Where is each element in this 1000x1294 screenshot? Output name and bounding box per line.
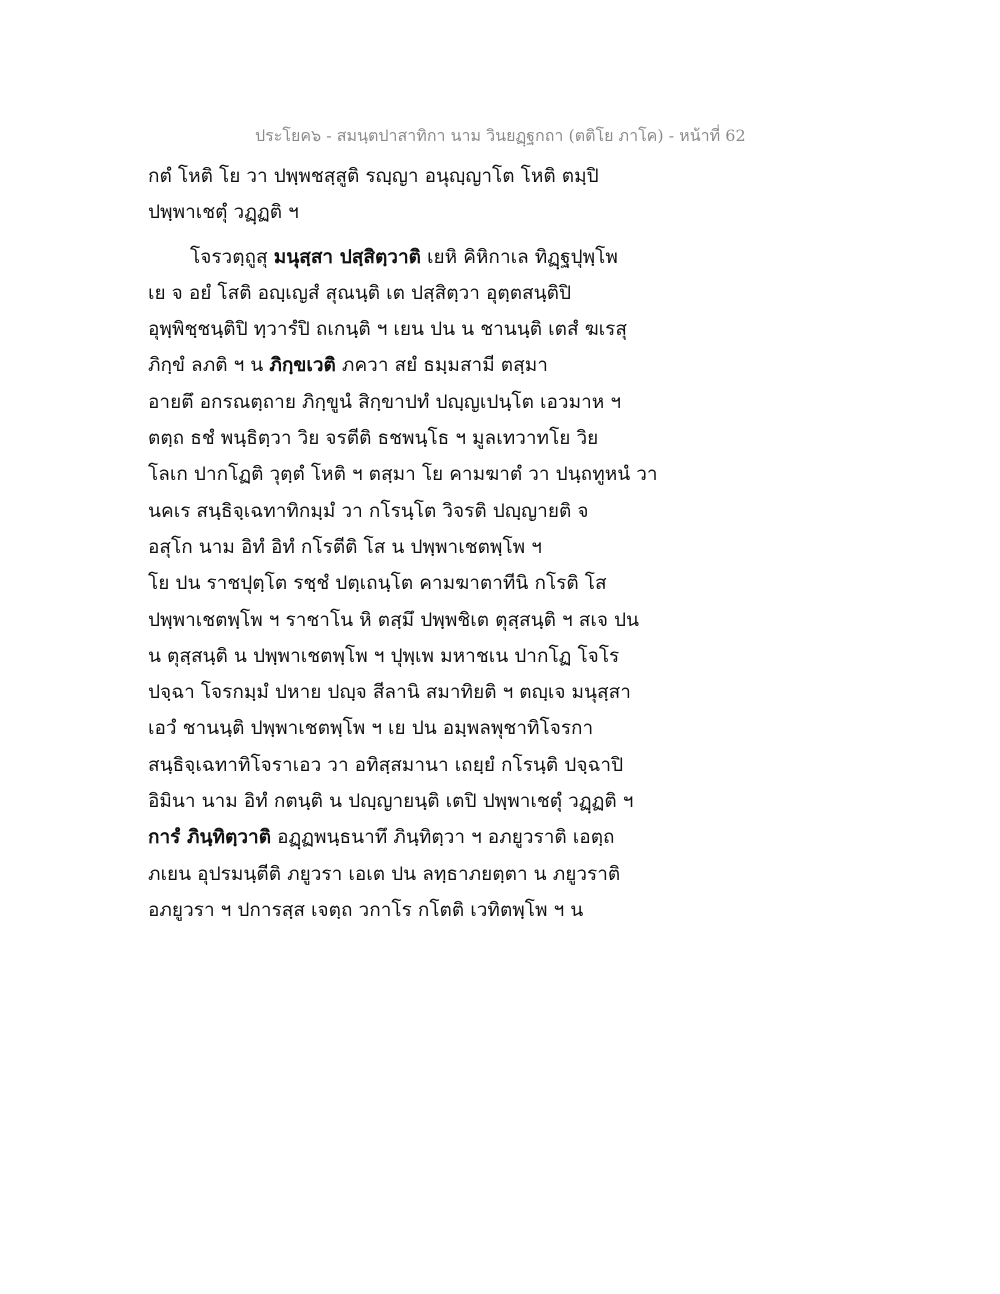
text-line	[148, 674, 658, 710]
text-run: ปพฺพาเชตุํ วฏฺฏติ ฯ	[148, 201, 299, 224]
text-line	[148, 239, 658, 275]
text-run: อภยูวรา ฯ ปการสฺส เจตฺถ วกาโร กโตติ เวทิตพฺโพ ฯ น	[148, 898, 584, 921]
text-line	[148, 710, 658, 746]
text-run: เอวํ ชานนฺติ ปพฺพาเชตพฺโพ ฯ เย ปน อมฺพลพุชาทิโจรกา	[148, 717, 594, 740]
bold-term: มนุสฺสา ปสฺสิตฺวาติ	[273, 245, 421, 268]
text-line	[148, 819, 658, 855]
text-line	[148, 275, 658, 311]
text-run: อุพฺพิชฺชนฺติปิ ทฺวารํปิ ถเกนฺติ ฯ เยน ปน น ชานนฺติ เตสํ ฆเรสุ	[148, 318, 627, 341]
text-run: อสุโก นาม อิทํ อิทํ กโรตีติ โส น ปพฺพาเชตพฺโพ ฯ	[148, 535, 542, 558]
text-line	[148, 529, 658, 565]
text-run: อฏฺฏพนฺธนาทึ ภินฺทิตฺวา ฯ อภยูวราติ เอตฺถ	[271, 826, 615, 849]
text-line	[148, 638, 658, 674]
body-text	[148, 158, 658, 928]
text-run: ภเยน อุปรมนฺตีติ ภยูวรา เอเต ปน ลทฺธาภยตฺตา น ภยูวราติ	[148, 862, 621, 885]
text-run: เยหิ คิหิกาเล ทิฏฺฐปุพฺโพ	[420, 245, 618, 268]
text-run: น ตุสฺสนฺติ น ปพฺพาเชตพฺโพ ฯ ปุพฺเพ มหาชเน ปากโฏ โจโร	[148, 644, 620, 667]
bold-term: การํ ภินฺทิตฺวาติ	[148, 826, 272, 849]
text-run: โย ปน ราชปุตฺโต รชฺชํ ปตฺเถนฺโต คามฆาตาทีนิ กโรติ โส	[148, 572, 607, 595]
text-run: โจรวตฺถูสุ	[190, 245, 274, 268]
text-line	[148, 856, 658, 892]
text-line	[148, 420, 658, 456]
page-header: ประโยค๖ - สมนฺตปาสาทิกา นาม วินยฏฺฐกถา (ตติโย ภาโค) - หน้าที่ 62	[255, 126, 746, 145]
text-run: อิมินา นาม อิทํ กตนฺติ น ปญฺญายนฺติ เตปิ ปพฺพาเชตุํ วฏฺฏติ ฯ	[148, 790, 634, 813]
text-run: ภควา สยํ ธมฺมสามี ตสฺมา	[335, 354, 548, 377]
text-line	[148, 311, 658, 347]
text-run: สนฺธิจฺเฉทาทิโจราเอว วา อทิสฺสมานา เถยฺยํ กโรนฺติ ปจฺฉาปิ	[148, 753, 624, 776]
paragraph	[148, 158, 658, 231]
text-line	[148, 194, 658, 230]
text-run: ตตฺถ ธชํ พนฺธิตฺวา วิย จรตีติ ธชพนฺโธ ฯ มูลเทวาทโย วิย	[148, 427, 599, 450]
text-run: ปจฺฉา โจรกมฺมํ ปหาย ปญฺจ สีลานิ สมาทิยติ ฯ ตญฺเจ มนุสฺสา	[148, 681, 631, 704]
text-line	[148, 747, 658, 783]
paragraph	[148, 239, 658, 929]
text-line	[148, 158, 658, 194]
text-run: กตํ โหติ โย วา ปพฺพชสฺสูติ รญฺญา อนุญฺญาโต โหติ ตมฺปิ	[148, 165, 599, 187]
text-line	[148, 892, 658, 928]
text-run: ปพฺพาเชตพฺโพ ฯ ราชาโน หิ ตสฺมึ ปพฺพชิเต ตุสฺสนฺติ ฯ สเจ ปน	[148, 608, 640, 631]
bold-term: ภิกฺขเวติ	[269, 354, 336, 377]
text-line	[148, 493, 658, 529]
text-line	[148, 565, 658, 601]
text-run: โลเก ปากโฏติ วุตฺตํ โหติ ฯ ตสฺมา โย คามฆาตํ วา ปนฺถทูหนํ วา	[148, 463, 658, 486]
text-run: ภิกฺขํ ลภติ ฯ น	[148, 354, 270, 377]
text-line	[148, 347, 658, 383]
text-run: อายตึ อกรณตฺถาย ภิกฺขูนํ สิกฺขาปทํ ปญฺญเปนฺโต เอวมาห ฯ	[148, 390, 622, 413]
text-run: นคเร สนฺธิจฺเฉทาทิกมฺมํ วา กโรนฺโต วิจรติ ปญฺญายติ จ	[148, 499, 589, 522]
text-line	[148, 783, 658, 819]
text-line	[148, 456, 658, 492]
text-line	[148, 384, 658, 420]
text-line	[148, 602, 658, 638]
text-run: เย จ อยํ โสติ อญฺเญสํ สุณนฺติ เต ปสฺสิตฺวา อุตฺตสนฺติปิ	[148, 281, 572, 304]
